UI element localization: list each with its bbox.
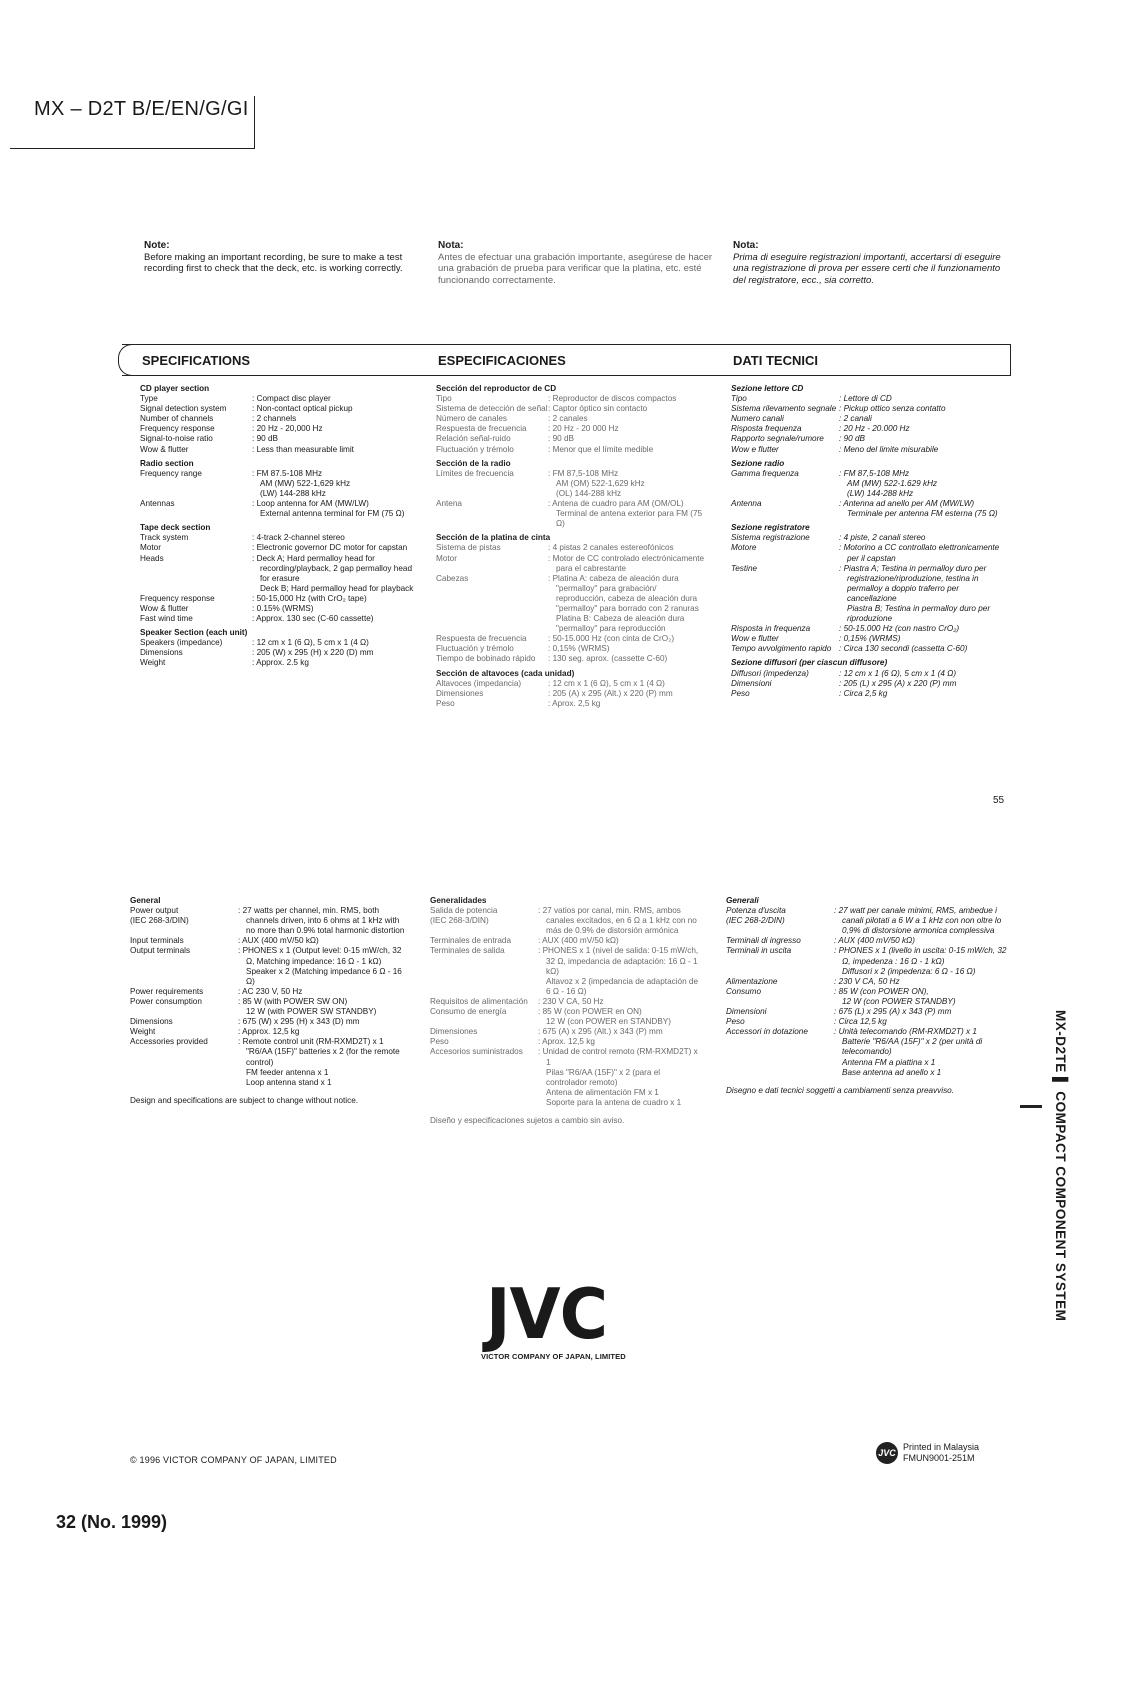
specs-en-spec-row — [140, 394, 415, 404]
spec-value: : 27 vatios por canal, min. RMS, ambos canales excitados, en 6 Ω a 1 kHz con no más de 0.9% de distorsión armónica — [538, 906, 702, 936]
specs-es-section-heading: Sección de la platina de cinta — [436, 533, 551, 543]
specs-it-spec-row — [731, 499, 1003, 519]
general-en-spec-row — [130, 946, 406, 986]
spec-value: : Remote control unit (RM-RXMD2T) x 1 "R6/AA (15F)" batteries x 2 (for the remote control) FM feeder antenna x 1 Loop antenna stand x 1 — [238, 1037, 406, 1087]
spec-label: Type — [140, 394, 158, 404]
specs-it-section-heading: Sezione diffusori (per ciascun diffusore) — [731, 658, 888, 668]
specs-es-spec-row — [436, 644, 708, 654]
general-en-spec-row — [130, 1037, 406, 1087]
specs-it-spec-row — [731, 394, 1003, 404]
spec-value: : 85 W (con POWER en ON) 12 W (con POWER en STANDBY) — [538, 1007, 702, 1027]
spec-value: : Non-contact optical pickup — [252, 404, 415, 414]
spec-label: Frequency response — [140, 593, 215, 603]
model-underline — [10, 148, 255, 149]
general-es-spec-row — [430, 1027, 702, 1037]
general-it-spec-row — [726, 946, 1008, 976]
specs-column-en — [140, 384, 415, 669]
general-column-es — [430, 896, 702, 1126]
spec-value: : 205 (W) x 295 (H) x 220 (D) mm — [252, 648, 415, 658]
general-it-footnote: Disegno e dati tecnici soggetti a cambiamenti senza preavviso. — [726, 1085, 955, 1095]
general-it-spec-row — [726, 1007, 1008, 1017]
spec-value: : FM 87,5-108 MHz AM (OM) 522-1,629 kHz (OL) 144-288 kHz — [548, 469, 708, 499]
spec-label: Accessories provided — [130, 1037, 208, 1047]
specs-en-spec-row — [140, 554, 415, 594]
spec-label: Wow e flutter — [731, 444, 779, 454]
copyright: © 1996 VICTOR COMPANY OF JAPAN, LIMITED — [130, 1455, 337, 1465]
spec-value: : Unità telecomando (RM-RXMD2T) x 1 Batterie "R6/AA (15F)" x 2 (per unità di telecomando) Antenna FM a piattina x 1 Base antenna ad anello x 1 — [834, 1027, 1008, 1077]
spec-value: : 675 (W) x 295 (H) x 343 (D) mm — [238, 1017, 406, 1027]
specs-es-spec-row — [436, 699, 708, 709]
specs-it-spec-row — [731, 434, 1003, 444]
general-en-spec-row — [130, 987, 406, 997]
specs-it-spec-row — [731, 445, 1003, 455]
specs-it-spec-row — [731, 634, 1003, 644]
specs-it-spec-row — [731, 669, 1003, 679]
general-es-spec-row — [430, 946, 702, 996]
spec-value: : 20 Hz - 20 000 Hz — [548, 424, 708, 434]
specs-it-spec-row — [731, 424, 1003, 434]
spec-value: : Menor que el límite medible — [548, 445, 708, 455]
spec-label: Número de canales — [436, 414, 507, 424]
specs-en-spec-row — [140, 594, 415, 604]
spec-value: : 27 watt per canale minimi, RMS, ambedue i canali pilotati a 6 W a 1 kHz con non oltre lo 0,9% di distorsione armonica complessiva — [834, 906, 1008, 936]
company-name: VICTOR COMPANY OF JAPAN, LIMITED — [481, 1352, 626, 1361]
spec-label: Tipo — [436, 394, 452, 404]
spec-label: Respuesta de frecuencia — [436, 424, 527, 434]
spec-label: Risposta frequenza — [731, 424, 802, 434]
specs-es-spec-row — [436, 654, 708, 664]
specs-it-spec-row — [731, 543, 1003, 563]
spec-value: : PHONES x 1 (livello in uscita: 0-15 mW/ch, 32 Ω, impedenza : 16 Ω - 1 kΩ) Diffusori x 2 (impedenza: 6 Ω - 16 Ω) — [834, 946, 1008, 976]
general-it-spec-row — [726, 936, 1008, 946]
spec-value: : 20 Hz - 20,000 Hz — [252, 424, 415, 434]
specs-es-spec-row — [436, 414, 708, 424]
specs-es-spec-row — [436, 543, 708, 553]
specs-en-section-heading: CD player section — [140, 384, 210, 393]
specs-it-spec-row — [731, 533, 1003, 543]
specs-en-spec-row — [140, 638, 415, 648]
specs-en-spec-row — [140, 543, 415, 553]
note-it-text: Prima di eseguire registrazioni importanti, accertarsi di eseguire una registrazione di prova per essere certi che il funzionamento del registratore, ecc., sia corretto. — [733, 251, 1001, 286]
spec-label: Diffusori (impedenza) — [731, 668, 809, 678]
general-it-spec-row — [726, 977, 1008, 987]
spec-label: Terminales de entrada — [430, 936, 512, 946]
printed-line2: FMUN9001-251M — [903, 1453, 975, 1463]
spec-value: : PHONES x 1 (Output level: 0-15 mW/ch, 32 Ω, Matching impedance: 16 Ω - 1 kΩ) Speaker x 2 (Matching impedance 6 Ω - 16 Ω) — [238, 946, 406, 986]
spec-value: : FM 87.5-108 MHz AM (MW) 522-1,629 kHz (LW) 144-288 kHz — [252, 469, 415, 499]
spec-label: Fast wind time — [140, 614, 193, 624]
specs-it-spec-row — [731, 564, 1003, 625]
spec-value: : Piastra A; Testina in permalloy duro per registrazione/riproduzione, testina in permalloy a doppio traferro per cancellazione Piastra B; Testina in permalloy duro per riproduzione — [839, 564, 1003, 625]
spec-value: : 50-15.000 Hz (con nastro CrO₂) — [839, 624, 1003, 634]
general-en-spec-row — [130, 906, 406, 936]
spec-label: Alimentazione — [726, 976, 778, 986]
spec-value: : Loop antenna for AM (MW/LW) External antenna terminal for FM (75 Ω) — [252, 499, 415, 519]
spec-label: Frequency range — [140, 468, 202, 478]
spec-value: : 0,15% (WRMS) — [548, 644, 708, 654]
note-en — [144, 240, 419, 275]
spec-value: : 4-track 2-channel stereo — [252, 533, 415, 543]
spec-label: Numero canali — [731, 414, 784, 424]
spec-label: Weight — [140, 658, 166, 668]
spec-value: : 205 (L) x 295 (A) x 220 (P) mm — [839, 679, 1003, 689]
spec-label: Peso — [731, 688, 750, 698]
spec-label: Altavoces (impedancia) — [436, 678, 522, 688]
spec-value: : Aprox. 2,5 kg — [548, 699, 708, 709]
spec-value: : 27 watts per channel, min. RMS, both channels driven, into 6 ohms at 1 kHz with no more than 0.9% total harmonic distortion — [238, 906, 406, 936]
specs-en-spec-row — [140, 404, 415, 414]
spec-label: Sistema registrazione — [731, 533, 810, 543]
printed-info — [903, 1442, 979, 1464]
spec-label: Dimensiones — [430, 1027, 478, 1037]
note-es-text: Antes de efectuar una grabación importante, asegúrese de hacer una grabación de prueba para verificar que la platina, etc. esté funcionando correctamente. — [438, 251, 713, 286]
spec-value: : 2 channels — [252, 414, 415, 424]
specs-es-spec-row — [436, 574, 708, 635]
spec-value: : Approx. 12,5 kg — [238, 1027, 406, 1037]
spec-value: : Less than measurable limit — [252, 445, 415, 455]
model-divider — [254, 96, 255, 149]
spec-value: : 205 (A) x 295 (Alt.) x 220 (P) mm — [548, 689, 708, 699]
spec-label: Dimensioni — [731, 678, 772, 688]
spec-label: Antenna — [731, 499, 762, 509]
spec-value: : Captor óptico sin contacto — [548, 404, 708, 414]
spec-label: Peso — [436, 698, 455, 708]
specs-en-spec-row — [140, 445, 415, 455]
spec-label: Salida de potencia (IEC 268-3/DIN) — [430, 906, 498, 926]
general-en-spec-row — [130, 1017, 406, 1027]
spec-value: : Antena de cuadro para AM (OM/OL) Terminal de antena exterior para FM (75 Ω) — [548, 499, 708, 529]
specs-es-spec-row — [436, 469, 708, 499]
spec-label: Wow & flutter — [140, 444, 189, 454]
spec-label: Dimensions — [130, 1017, 173, 1027]
spec-label: Accesorios suministrados — [430, 1047, 523, 1057]
specs-es-spec-row — [436, 634, 708, 644]
spec-label: Peso — [726, 1017, 745, 1027]
spec-label: Risposta in frequenza — [731, 624, 811, 634]
specs-es-spec-row — [436, 554, 708, 574]
specs-es-spec-row — [436, 424, 708, 434]
footer-page-number: 32 (No. 1999) — [56, 1512, 168, 1532]
specs-it-spec-row — [731, 414, 1003, 424]
specs-en-section-heading: Radio section — [140, 458, 194, 468]
spec-value: : Motor de CC controlado electrónicamente para el cabrestante — [548, 554, 708, 574]
general-es-spec-row — [430, 1037, 702, 1047]
spec-label: Consumo — [726, 986, 762, 996]
specs-en-spec-row — [140, 424, 415, 434]
spec-value: : AUX (400 mV/50 kΩ) — [238, 936, 406, 946]
spec-value: : AUX (400 mV/50 kΩ) — [834, 936, 1008, 946]
spec-value: : Compact disc player — [252, 394, 415, 404]
general-it-spec-row — [726, 1027, 1008, 1077]
spec-value: : 12 cm x 1 (6 Ω), 5 cm x 1 (4 Ω) — [252, 638, 415, 648]
spec-value: : AUX (400 mV/50 kΩ) — [538, 936, 702, 946]
specs-column-it — [731, 384, 1003, 699]
spec-label: Respuesta de frecuencia — [436, 634, 527, 644]
spec-label: Antennas — [140, 499, 175, 509]
side-label-text: MX-D2TE ▌ COMPACT COMPONENT SYSTEM — [1053, 1010, 1068, 1322]
spec-label: Heads — [140, 553, 164, 563]
note-it-title: Nota: — [733, 240, 759, 251]
spec-value: : 130 seg. aprox. (cassette C-60) — [548, 654, 708, 664]
spec-label: Tipo — [731, 394, 747, 404]
spec-label: Motor — [436, 553, 457, 563]
spec-label: Motore — [731, 543, 757, 553]
note-es — [438, 240, 713, 286]
spec-label: Terminales de salida — [430, 946, 505, 956]
specs-en-spec-row — [140, 414, 415, 424]
specs-header-bar — [122, 344, 1011, 376]
specs-it-section-heading: Sezione lettore CD — [731, 384, 804, 393]
spec-value: : Reproductor de discos compactos — [548, 394, 708, 404]
general-it-spec-row — [726, 1017, 1008, 1027]
general-en-footnote: Design and specifications are subject to change without notice. — [130, 1095, 359, 1105]
spec-value: : Approx. 2.5 kg — [252, 658, 415, 668]
spec-label: Tiempo de bobinado rápido — [436, 654, 536, 664]
general-column-en — [130, 896, 406, 1106]
specs-it-section-heading: Sezione registratore — [731, 523, 810, 533]
spec-label: Terminali di ingresso — [726, 936, 801, 946]
spec-value: : 20 Hz - 20.000 Hz — [839, 424, 1003, 434]
specs-es-spec-row — [436, 679, 708, 689]
spec-value: : 2 canali — [839, 414, 1003, 424]
spec-label: Power consumption — [130, 996, 202, 1006]
spec-value: : Meno del limite misurabile — [839, 445, 1003, 455]
general-column-it — [726, 896, 1008, 1096]
spec-label: Testine — [731, 563, 758, 573]
general-es-spec-row — [430, 1007, 702, 1027]
spec-label: Motor — [140, 543, 161, 553]
spec-value: : Electronic governor DC motor for capstan — [252, 543, 415, 553]
spec-label: Potenza d'uscita (IEC 268-2/DIN) — [726, 906, 786, 926]
general-it-spec-row — [726, 987, 1008, 1007]
specs-es-spec-row — [436, 404, 708, 414]
specs-es-spec-row — [436, 445, 708, 455]
note-es-title: Nota: — [438, 240, 464, 251]
spec-value: : AC 230 V, 50 Hz — [238, 987, 406, 997]
spec-value: : Circa 130 secondi (cassetta C-60) — [839, 644, 1003, 654]
specs-it-spec-row — [731, 624, 1003, 634]
spec-label: Accessori in dotazione — [726, 1027, 808, 1037]
spec-label: Wow e flutter — [731, 634, 779, 644]
specs-title-en: SPECIFICATIONS — [142, 353, 251, 368]
spec-label: Frequency response — [140, 424, 215, 434]
spec-value: : Unidad de control remoto (RM-RXMD2T) x 1 Pilas "R6/AA (15F)" x 2 (para el controlador remoto) Antena de alimentación FM x 1 Soporte para la antena de cuadro x 1 — [538, 1047, 702, 1108]
spec-value: : 85 W (with POWER SW ON) 12 W (with POWER SW STANDBY) — [238, 997, 406, 1017]
spec-label: Requisitos de alimentación — [430, 996, 528, 1006]
jvc-logo: JVC — [486, 1274, 608, 1355]
spec-value: : 0,15% (WRMS) — [839, 634, 1003, 644]
spec-value: : Circa 12,5 kg — [834, 1017, 1008, 1027]
general-it-section-heading: Generali — [726, 896, 759, 905]
specs-en-spec-row — [140, 648, 415, 658]
spec-value: : FM 87,5-108 MHz AM (MW) 522-1.629 kHz (LW) 144-288 kHz — [839, 469, 1003, 499]
spec-label: Speakers (impedance) — [140, 638, 223, 648]
general-en-section-heading: General — [130, 896, 161, 905]
spec-label: Tempo avvolgimento rapido — [731, 644, 832, 654]
note-en-text: Before making an important recording, be sure to make a test recording first to check that the deck, etc. is working correctly. — [144, 251, 403, 274]
spec-label: Peso — [430, 1037, 449, 1047]
spec-value: : 90 dB — [839, 434, 1003, 444]
general-it-spec-row — [726, 906, 1008, 936]
spec-label: Track system — [140, 533, 189, 543]
spec-label: Signal detection system — [140, 404, 227, 414]
spec-label: Sistema de detección de señal — [436, 404, 548, 414]
specs-en-spec-row — [140, 658, 415, 668]
specs-es-section-heading: Sección de la radio — [436, 458, 511, 468]
general-es-spec-row — [430, 1047, 702, 1108]
specs-es-spec-row — [436, 689, 708, 699]
jvc-badge-icon: JVC — [876, 1442, 898, 1464]
spec-label: Output terminals — [130, 946, 191, 956]
spec-value: : Deck A; Hard permalloy head for recording/playback, 2 gap permalloy head for erasure Deck B; Hard permalloy head for playback — [252, 554, 415, 594]
printed-line1: Printed in Malaysia — [903, 1442, 980, 1452]
spec-label: Input terminals — [130, 936, 184, 946]
specs-en-spec-row — [140, 533, 415, 543]
spec-label: Terminali in uscita — [726, 946, 792, 956]
spec-label: Dimensiones — [436, 688, 484, 698]
spec-value: : 12 cm x 1 (6 Ω), 5 cm x 1 (4 Ω) — [839, 669, 1003, 679]
page-number: 55 — [993, 795, 1005, 806]
specs-en-spec-row — [140, 604, 415, 614]
spec-label: Cabezas — [436, 573, 469, 583]
spec-label: Wow & flutter — [140, 603, 189, 613]
spec-value: : 230 V CA, 50 Hz — [538, 997, 702, 1007]
specs-column-es — [436, 384, 708, 709]
spec-label: Sistema de pistas — [436, 543, 501, 553]
specs-es-spec-row — [436, 434, 708, 444]
specs-it-spec-row — [731, 644, 1003, 654]
spec-label: Power output (IEC 268-3/DIN) — [130, 906, 189, 926]
specs-en-spec-row — [140, 614, 415, 624]
spec-value: : PHONES x 1 (nivel de salida: 0-15 mW/ch, 32 Ω, impedancia de adaptación: 16 Ω - 1 kΩ) Altavoz x 2 (impedancia de adaptación de 6 Ω - 16 Ω) — [538, 946, 702, 996]
spec-value: : 90 dB — [252, 434, 415, 444]
spec-label: Sistema rilevamento segnale — [731, 404, 837, 414]
general-en-spec-row — [130, 1027, 406, 1037]
spec-label: Fluctuación y trémolo — [436, 444, 514, 454]
spec-label: Number of channels — [140, 414, 214, 424]
spec-value: : 12 cm x 1 (6 Ω), 5 cm x 1 (4 Ω) — [548, 679, 708, 689]
specs-it-spec-row — [731, 469, 1003, 499]
spec-value: : 0.15% (WRMS) — [252, 604, 415, 614]
spec-value: : 675 (L) x 295 (A) x 343 (P) mm — [834, 1007, 1008, 1017]
specs-it-section-heading: Sezione radio — [731, 458, 785, 468]
spec-label: Rapporto segnale/rumore — [731, 434, 824, 444]
spec-value: : Aprox. 12,5 kg — [538, 1037, 702, 1047]
spec-label: Fluctuación y trémolo — [436, 644, 514, 654]
spec-label: Relación señal-ruido — [436, 434, 511, 444]
specs-title-es: ESPECIFICACIONES — [438, 353, 566, 368]
specs-es-section-heading: Sección de altavoces (cada unidad) — [436, 668, 575, 678]
specs-es-spec-row — [436, 499, 708, 529]
spec-label: Consumo de energía — [430, 1007, 507, 1017]
spec-value: : Platina A: cabeza de aleación dura "permalloy" para grabación/ reproducción, cabeza de aleación dura "permalloy" para borrado con 2 ranuras Platina B: Cabeza de aleación dura "permalloy" para reproducción — [548, 574, 708, 635]
spec-value: : 675 (A) x 295 (Alt.) x 343 (P) mm — [538, 1027, 702, 1037]
general-es-footnote: Diseño y especificaciones sujetos a cambio sin aviso. — [430, 1115, 625, 1125]
spec-label: Weight — [130, 1027, 156, 1037]
spec-label: Gamma frequenza — [731, 468, 799, 478]
spec-value: : 50-15,000 Hz (with CrO₂ tape) — [252, 594, 415, 604]
spec-label: Power requirements — [130, 986, 204, 996]
spec-value: : 4 piste, 2 canali stereo — [839, 533, 1003, 543]
general-es-spec-row — [430, 936, 702, 946]
general-es-spec-row — [430, 906, 702, 936]
note-it — [733, 240, 1008, 286]
spec-label: Signal-to-noise ratio — [140, 434, 213, 444]
spec-value: : 85 W (con POWER ON), 12 W (con POWER STANDBY) — [834, 987, 1008, 1007]
spec-value: : Lettore di CD — [839, 394, 1003, 404]
specs-header-curve — [118, 344, 141, 376]
general-en-spec-row — [130, 936, 406, 946]
specs-it-spec-row — [731, 679, 1003, 689]
spec-label: Límites de frecuencia — [436, 468, 514, 478]
side-label — [1044, 1010, 1070, 1700]
spec-value: : Pickup ottico senza contatto — [839, 404, 1003, 414]
general-en-spec-row — [130, 997, 406, 1017]
specs-it-spec-row — [731, 689, 1003, 699]
note-en-title: Note: — [144, 240, 170, 251]
specs-es-spec-row — [436, 394, 708, 404]
spec-value: : Motorino a CC controllato elettronicamente per il capstan — [839, 543, 1003, 563]
spec-value: : 2 canales — [548, 414, 708, 424]
spec-value: : 230 V CA, 50 Hz — [834, 977, 1008, 987]
spec-value: : 50-15.000 Hz (con cinta de CrO₂) — [548, 634, 708, 644]
specs-en-spec-row — [140, 434, 415, 444]
spec-value: : 4 pistas 2 canales estereofónicos — [548, 543, 708, 553]
specs-it-spec-row — [731, 404, 1003, 414]
specs-en-spec-row — [140, 469, 415, 499]
specs-en-section-heading: Speaker Section (each unit) — [140, 628, 248, 638]
model-title: MX – D2T B/E/EN/G/GI — [34, 98, 249, 120]
spec-label: Dimensions — [140, 648, 183, 658]
general-es-section-heading: Generalidades — [430, 896, 487, 905]
spec-label: Antena — [436, 499, 462, 509]
general-es-spec-row — [430, 997, 702, 1007]
spec-value: : Approx. 130 sec (C-60 cassette) — [252, 614, 415, 624]
specs-en-spec-row — [140, 499, 415, 519]
spec-label: Dimensioni — [726, 1007, 767, 1017]
spec-value: : Circa 2,5 kg — [839, 689, 1003, 699]
specs-en-section-heading: Tape deck section — [140, 523, 211, 533]
spec-value: : Antenna ad anello per AM (MW/LW) Terminale per antenna FM esterna (75 Ω) — [839, 499, 1003, 519]
specs-es-section-heading: Sección del reproductor de CD — [436, 384, 557, 393]
specs-title-it: DATI TECNICI — [733, 353, 818, 368]
side-divider — [1020, 1105, 1042, 1108]
spec-value: : 90 dB — [548, 434, 708, 444]
